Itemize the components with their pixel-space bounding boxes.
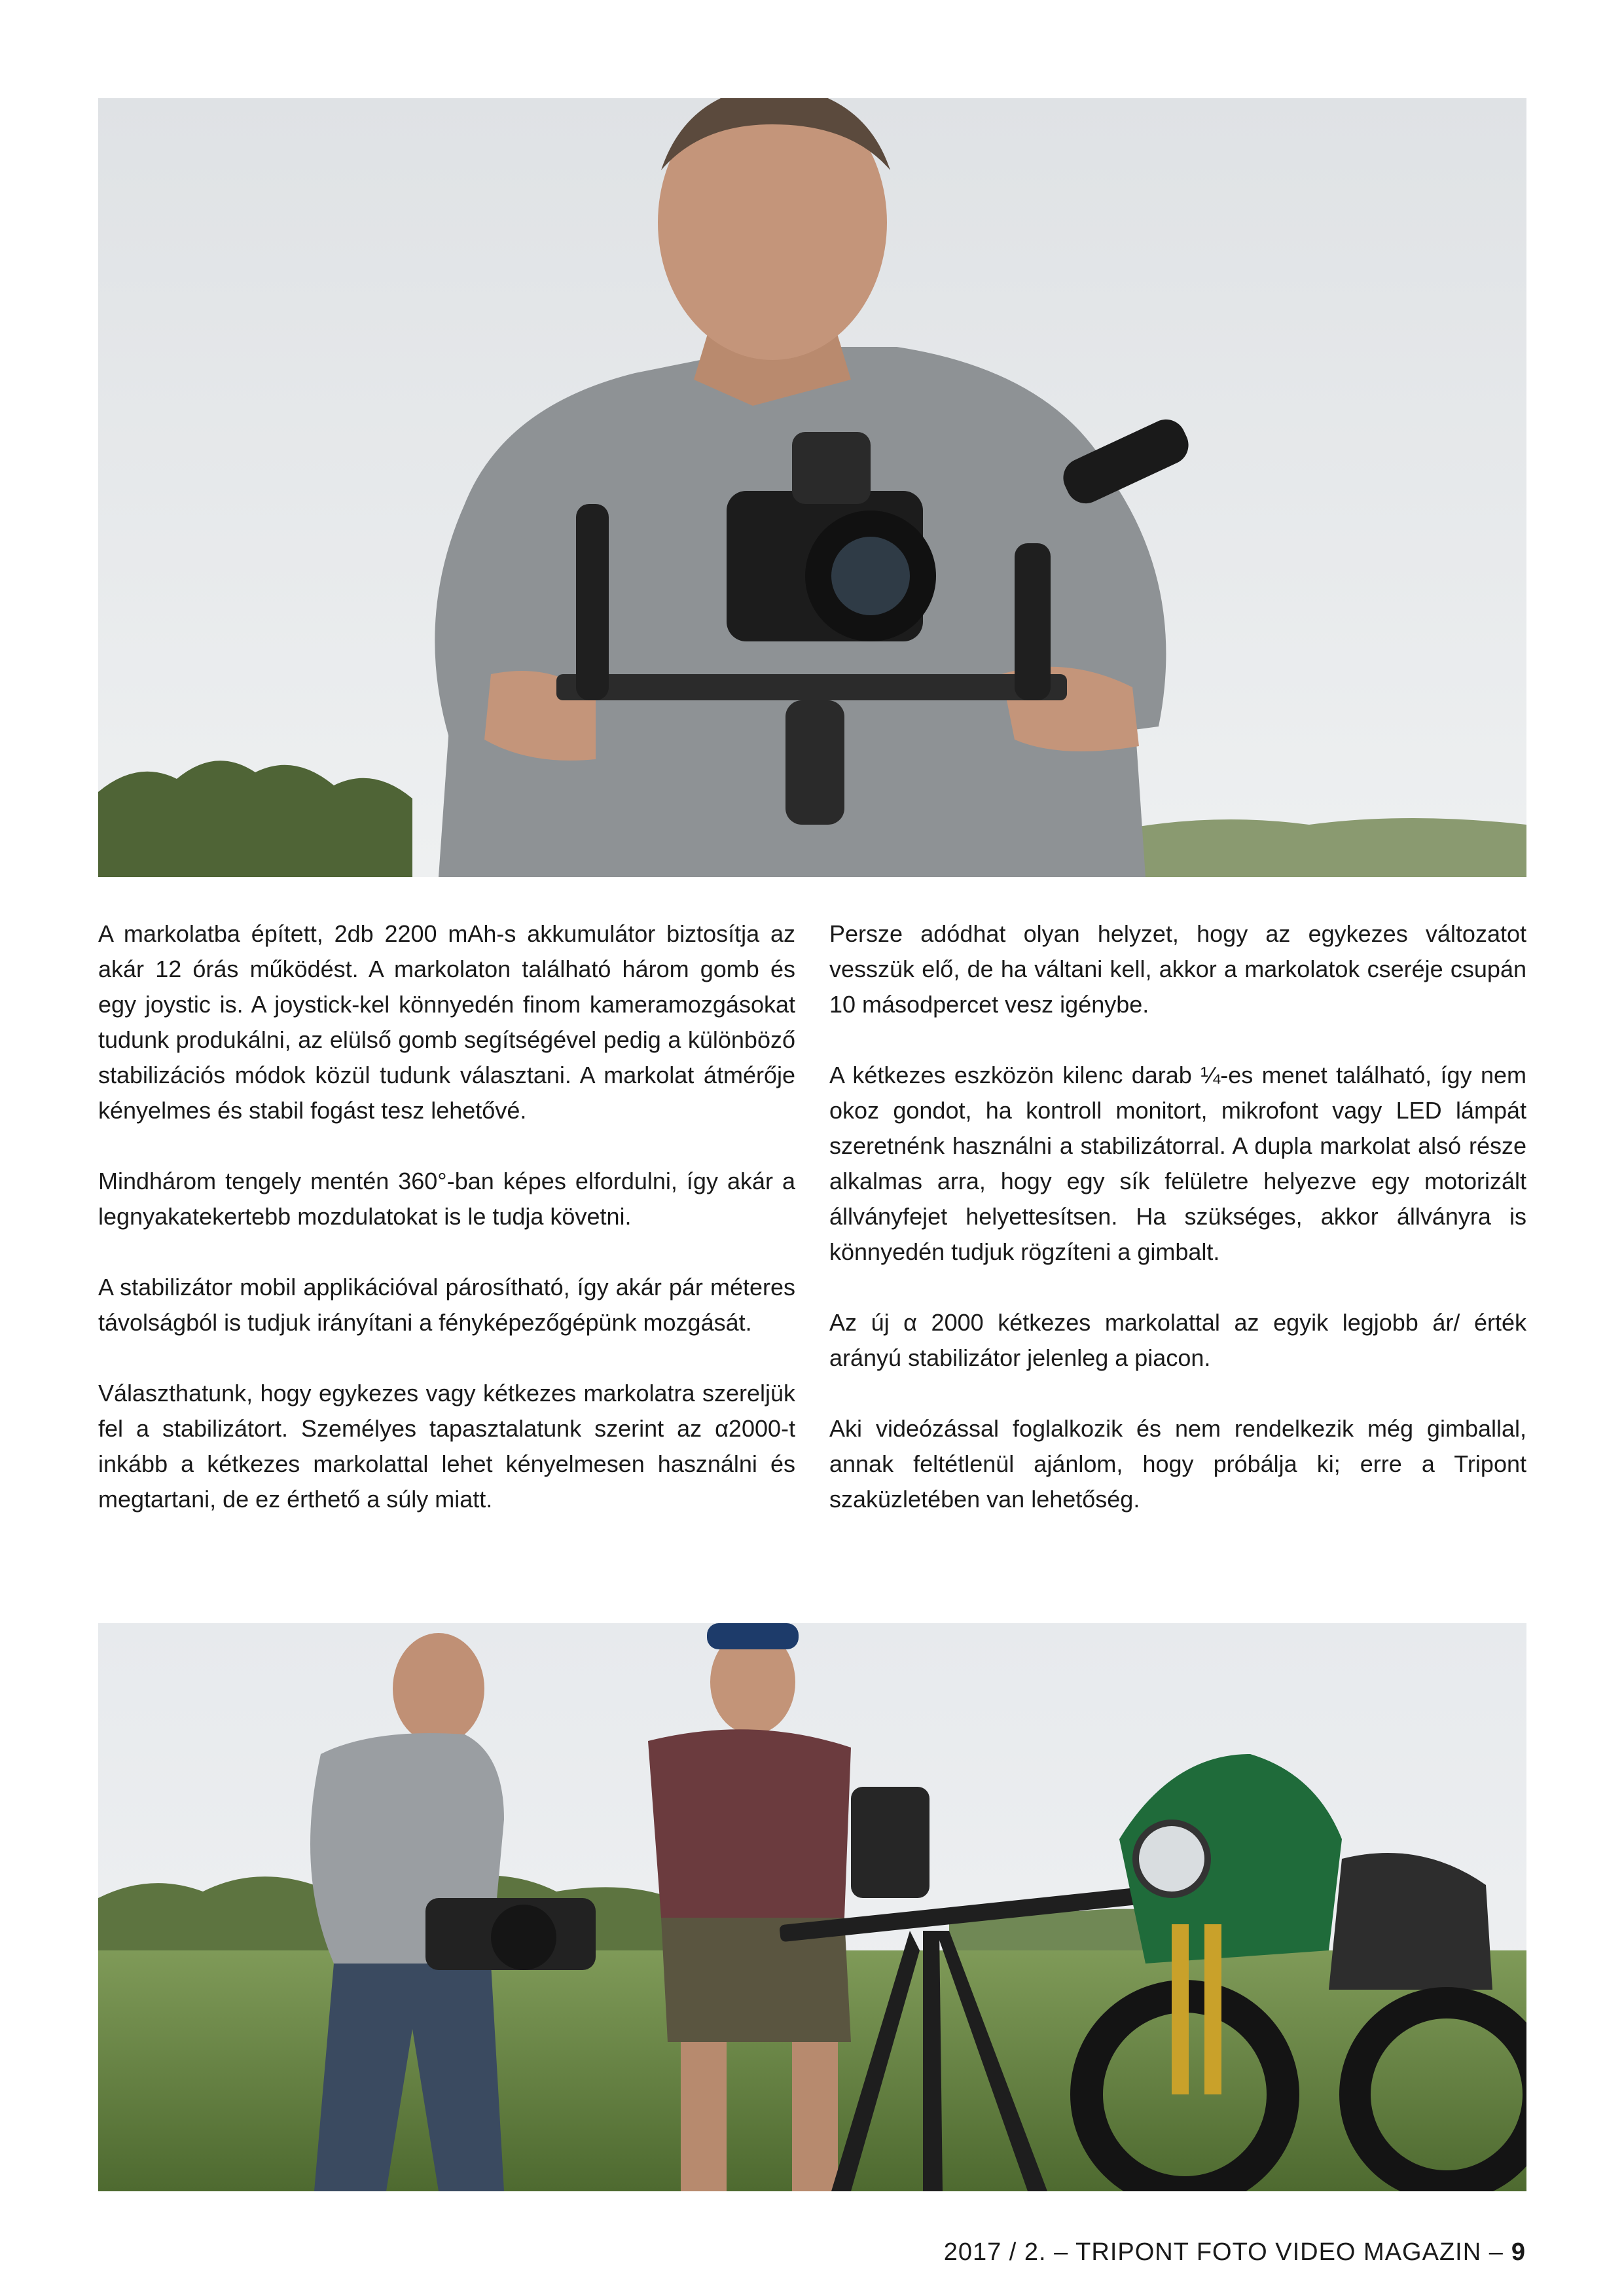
paragraph: Az új α 2000 kétkezes markolattal az egyik legjobb ár/ érték arányú stabilizátor jelenleg a piacon. [829,1309,1526,1371]
paragraph: Választhatunk, hogy egykezes vagy kétkezes markolatra szereljük fel a stabilizátort. Személyes tapasztalatunk szerint az α2000-t inkább a kétkezes markolattal lehet kényelmesen használni és megtartani, de ez érthető a súly miatt. [98,1380,795,1513]
paragraph: Persze adódhat olyan helyzet, hogy az egykezes változatot vesszük elő, de ha váltani kell, akkor a markolatok cseréje csupán 10 másodpercet vesz igénybe. [829,920,1526,1018]
paragraph: A stabilizátor mobil applikációval párosítható, így akár pár méteres távolságból is tudjuk irányítani a fényképezőgépünk mozgását. [98,1274,795,1336]
article-column-right [829,916,1526,1552]
paragraph: A kétkezes eszközön kilenc darab ¼-es menet található, így nem okoz gondot, ha kontroll monitort, mikrofont vagy LED lámpát szeretnénk használni a stabilizátorral. A dupla markolat alsó része alkalmas arra, hogy egy sík felületre helyezve egy motorizált állványfejet helyettesítsen. Ha szükséges, akkor állványra is könnyedén tudjuk rögzíteni a gimbalt. [829,1062,1526,1265]
photo-filming-setup-motorcycle [98,1623,1526,2191]
page-number: 9 [1511,2238,1526,2266]
hero-photo-gimbal-operator [98,98,1526,877]
page-footer [944,2238,1526,2267]
paragraph: Mindhárom tengely mentén 360°-ban képes elfordulni, így akár a legnyakatekertebb mozdulatokat is le tudja követni. [98,1168,795,1230]
paragraph: Aki videózással foglalkozik és nem rendelkezik még gimballal, annak feltétlenül ajánlom, hogy próbálja ki; erre a Tripont szaküzletében van lehetőség. [829,1415,1526,1513]
footer-issue-label: 2017 / 2. – TRIPONT FOTO VIDEO MAGAZIN – [943,2238,1504,2266]
paragraph: A markolatba épített, 2db 2200 mAh-s akkumulátor biztosítja az akár 12 órás működést. A markolaton található három gomb és egy joystic is. A joystick-kel könnyedén finom kameramozgásokat tudunk produkálni, az elülső gomb segítségével pedig a különböző stabilizációs módok közül tudunk választani. A markolat átmérője kényelmes és stabil fogást tesz lehetővé. [98,920,795,1124]
article-column-left [98,916,795,1552]
